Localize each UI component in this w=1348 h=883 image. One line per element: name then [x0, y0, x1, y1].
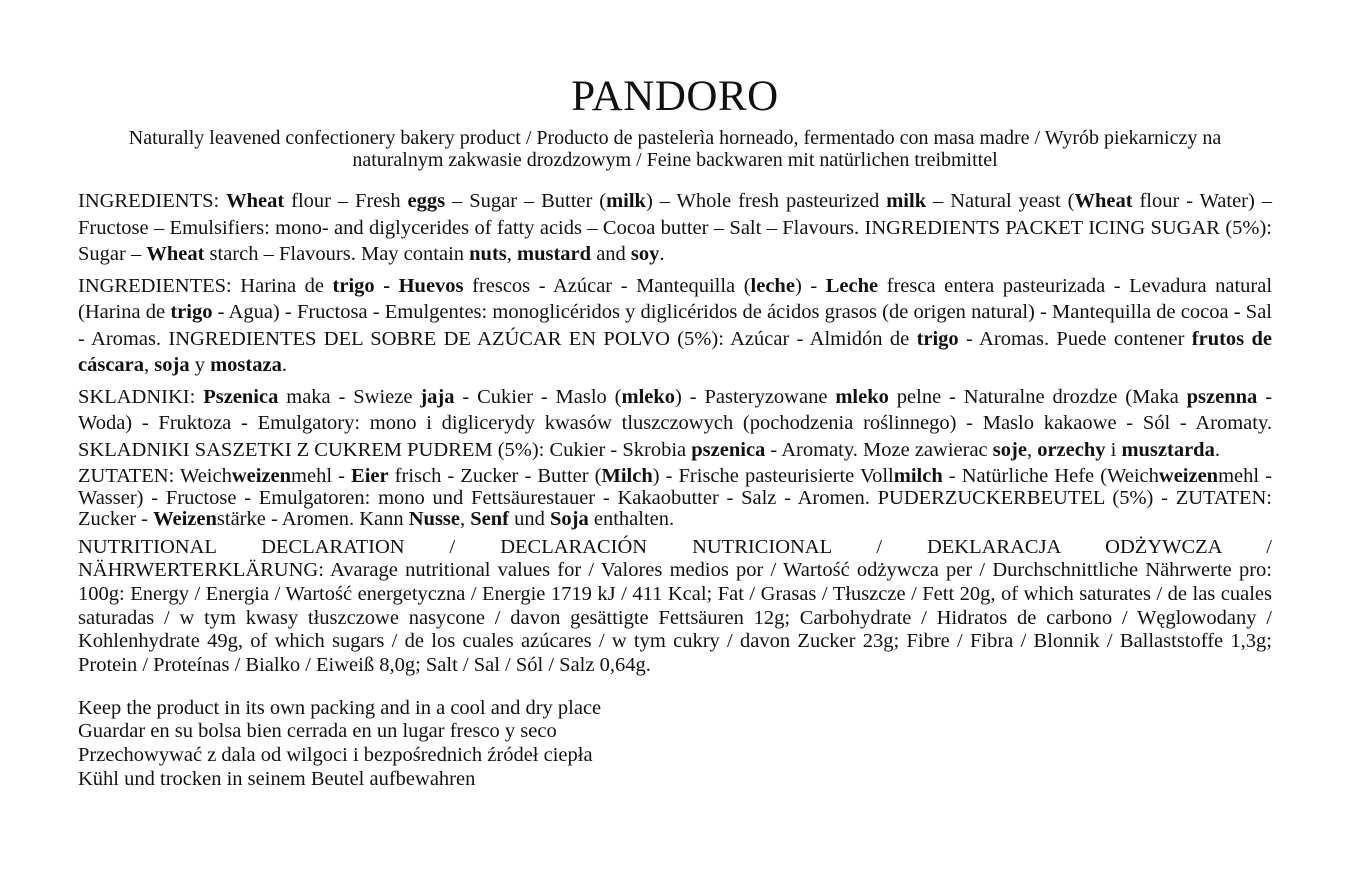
allergen-text: soy: [630, 243, 660, 265]
ingredient-text: frisch - Zucker - Butter (: [388, 465, 602, 487]
ingredient-text: - Agua) - Fructosa - Emulgentes: monoglicéridos y diglicéridos de ácidos grasos (de origen natural) - Mantequilla de cocoa - Sal - Aromas. INGREDIENTES DEL SOBRE DE AZÚCAR EN POLVO (5%): Azúcar - Almidón de: [78, 301, 1273, 350]
allergen-text: mleko: [621, 385, 676, 408]
ingredient-text: ,: [1026, 438, 1038, 461]
allergen-text: Eier: [351, 465, 389, 487]
nutrition-values: NÄHRWERTERKLÄRUNG: Avarage nutritional values for / Valores medios por / Wartość odżywcza per / Durchschnittliche Nährwerte pro: 100g: Energy / Energia / Wartość energetyczna / Energie 1719 kJ / 411 Kcal; Fat / Grasas / Tłuszcze / Fett 20g, of which saturates / de las cuales saturadas / w tym kwasy tłuszczowe nasycone / davon gesättigte Fettsäuren 12g; Carbohydrate / Hidratos de carbono / Węglowodany / Kohlenhydrate 49g, of which sugars / de los cuales azúcares / w tym cukry / davon Zucker 23g; Fibre / Fibra / Blonnik / Ballaststoffe 1,3g; Protein / Proteínas / Bialko / Eiweiß 8,0g; Salt / Sal / Sól / Salz 0,64g.: [78, 559, 1272, 677]
ingredient-text: - Aromas. Puede contener: [958, 327, 1192, 350]
ingredient-text: starch – Flavours. May contain: [204, 243, 470, 265]
ingredient-text: pelne - Naturalne drozdze (Maka: [888, 385, 1187, 408]
allergen-text: mostaza: [210, 354, 282, 376]
ingredient-text: enthalten.: [588, 508, 675, 530]
storage-line-english: Keep the product in its own packing and in a cool and dry place: [78, 696, 602, 719]
allergen-text: frutos de cáscara: [78, 327, 1272, 376]
allergen-text: pszenica: [691, 438, 766, 461]
ingredient-text: ) - Frische pasteurisierte Voll: [652, 465, 894, 487]
ingredient-text: fresca entera pasteurizada - Levadura natural (Harina de: [78, 274, 1273, 323]
ingredients-english: [78, 188, 1272, 268]
allergen-text: soje: [992, 438, 1027, 461]
ingredient-text: stärke - Aromen. Kann: [216, 508, 409, 530]
product-label: [78, 74, 1272, 792]
allergen-text: pszenna: [1186, 385, 1258, 408]
ingredient-text: mehl - Wasser) - Fructose - Emulgatoren: mono und Fettsäurestauer - Kakaobutter - Salz - Aromen. PUDERZUCKERBEUTEL (5%) - ZUTATEN: Zucker -: [78, 465, 1272, 530]
allergen-text: Wheat: [1074, 190, 1133, 212]
ingredient-text: .: [1214, 438, 1220, 461]
allergen-text: milch: [893, 465, 943, 487]
allergen-text: Milch: [601, 465, 653, 487]
allergen-text: nuts: [469, 243, 507, 265]
allergen-text: trigo: [916, 327, 959, 350]
ingredient-text: ,: [460, 508, 471, 530]
ingredient-text: und: [509, 508, 550, 530]
allergen-text: Soja: [550, 508, 589, 530]
allergen-text: trigo - Huevos: [332, 274, 464, 297]
ingredient-text: .: [659, 243, 665, 265]
allergen-text: mustard: [517, 243, 592, 265]
product-title: PANDORO: [571, 73, 779, 120]
ingredient-text: – Sugar – Butter (: [445, 190, 607, 212]
ingredient-text: .: [281, 354, 287, 376]
allergen-text: trigo: [170, 301, 213, 323]
allergen-text: mleko: [835, 385, 889, 408]
allergen-text: Wheat: [146, 243, 205, 265]
ingredients-spanish: [78, 273, 1272, 379]
allergen-text: eggs: [407, 190, 446, 212]
ingredient-text: INGREDIENTS:: [78, 190, 227, 212]
ingredient-text: maka - Swieze: [278, 385, 421, 408]
allergen-text: jaja: [420, 385, 455, 408]
ingredient-text: frescos - Azúcar - Mantequilla (: [463, 274, 751, 297]
allergen-text: Nusse: [408, 508, 461, 530]
ingredient-text: y: [189, 354, 211, 376]
ingredient-text: – Natural yeast (: [926, 190, 1075, 212]
allergen-text: Weizen: [153, 508, 217, 530]
ingredient-text: - Woda) - Fruktoza - Emulgatory: mono i diglicerydy kwasów tluszczowych (pochodzenia roślinnego) - Maslo kakaowe - Sól - Aromaty. SKLADNIKI SASZETKI Z CUKREM PUDREM (5%): Cukier - Skrobia: [78, 385, 1273, 461]
allergen-text: orzechy: [1037, 438, 1106, 461]
allergen-text: milk: [606, 190, 646, 212]
allergen-text: musztarda: [1121, 438, 1215, 461]
ingredient-text: flour - Water) – Fructose – Emulsifiers: mono- and diglycerides of fatty acids – Cocoa butter – Salt – Flavours. INGREDIENTS PACKET ICING SUGAR (5%): Sugar –: [78, 190, 1273, 265]
ingredients-polish: [78, 384, 1272, 464]
allergen-text: leche: [750, 274, 795, 297]
storage-line-german: Kühl und trocken in seinem Beutel aufbewahren: [78, 767, 476, 790]
ingredient-text: ) -: [794, 274, 826, 297]
ingredients-german: [78, 466, 1272, 531]
ingredient-text: ,: [506, 243, 518, 265]
storage-line-polish: Przechowywać z dala od wilgoci i bezpośrednich źródeł ciepła: [78, 744, 593, 767]
ingredient-text: ) – Whole fresh pasteurized: [645, 190, 887, 212]
ingredient-text: ZUTATEN: Weich: [78, 465, 232, 487]
ingredient-text: SKLADNIKI:: [78, 385, 204, 408]
nutrition-declaration: [78, 536, 1272, 678]
allergen-text: Leche: [825, 274, 879, 297]
allergen-text: weizen: [231, 465, 292, 487]
allergen-text: weizen: [1158, 465, 1219, 487]
allergen-text: soja: [154, 354, 190, 376]
ingredient-text: - Cukier - Maslo (: [454, 385, 622, 408]
ingredient-text: - Aromaty. Moze zawierac: [765, 438, 993, 461]
ingredient-text: INGREDIENTES: Harina de: [78, 274, 333, 297]
ingredient-text: mehl -: [291, 465, 352, 487]
ingredient-text: flour – Fresh: [284, 190, 408, 212]
ingredient-text: - Natürliche Hefe (Weich: [942, 465, 1159, 487]
allergen-text: Pszenica: [203, 385, 279, 408]
allergen-text: milk: [886, 190, 927, 212]
ingredient-text: ) - Pasteryzowane: [675, 385, 836, 408]
storage-instructions: [78, 697, 1272, 792]
storage-line-spanish: Guardar en su bolsa bien cerrada en un lugar fresco y seco: [78, 720, 557, 743]
allergen-text: Wheat: [226, 190, 285, 212]
ingredient-text: ,: [144, 354, 155, 376]
product-description: Naturally leavened confectionery bakery product / Producto de pastelerìa horneado, fermentado con masa madre / Wyrób piekarniczy na naturalnym zakwasie drozdzowym / Feine backwaren mit natürlichen treibmittel: [128, 127, 1222, 171]
nutrition-heading: NUTRITIONAL DECLARATION / DECLARACIÓN NUTRICIONAL / DEKLARACJA ODŻYWCZA /: [78, 535, 1272, 558]
ingredient-text: i: [1105, 438, 1122, 461]
ingredient-text: and: [591, 243, 631, 265]
allergen-text: Senf: [470, 508, 509, 530]
